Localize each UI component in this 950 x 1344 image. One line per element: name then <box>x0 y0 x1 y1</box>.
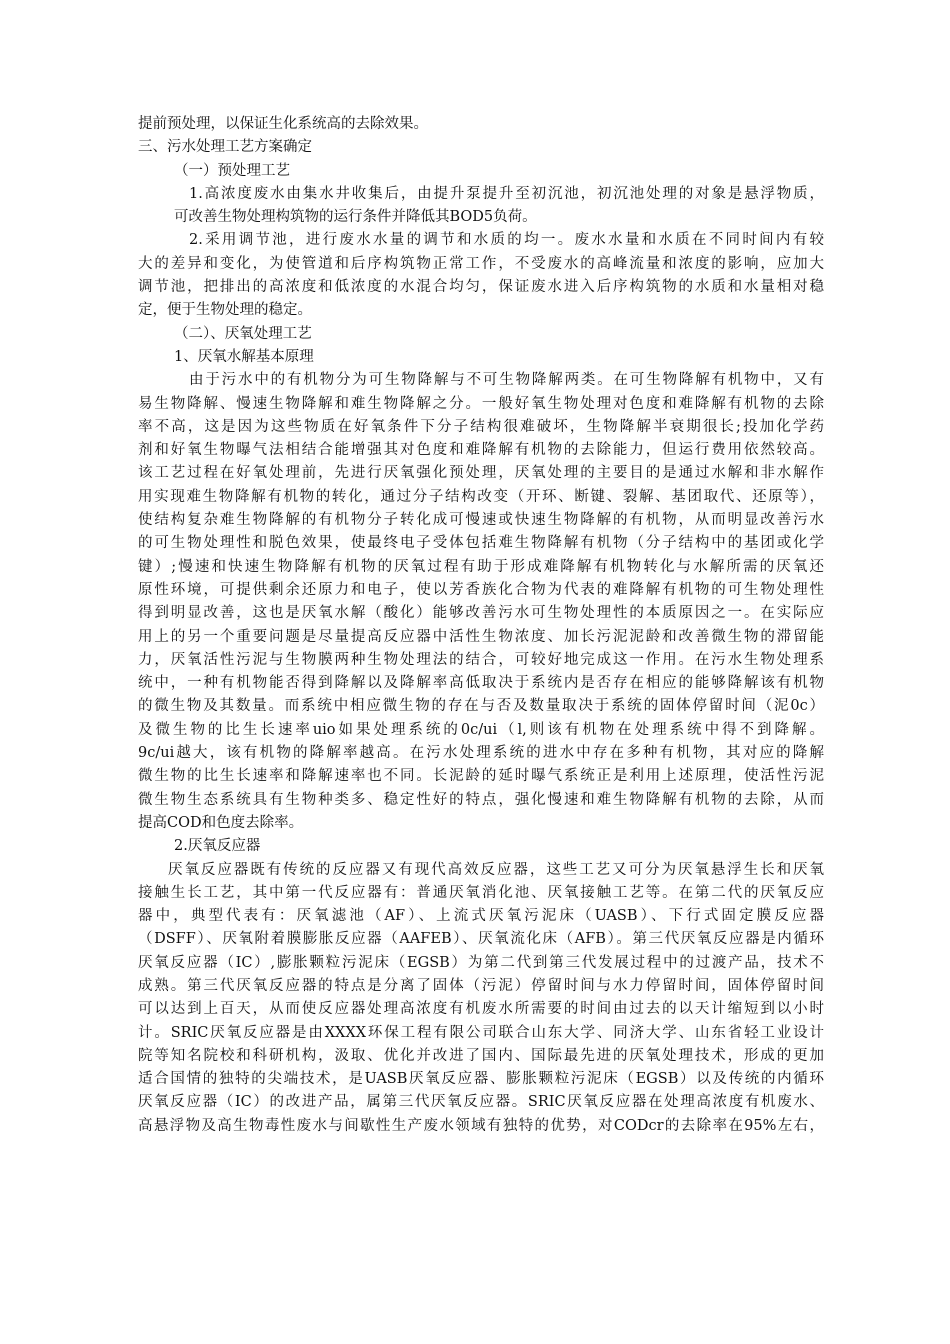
text-line: 2.采用调节池，进行废水水量的调节和水质的均一。废水水量和水质在不同时间内有较 <box>189 232 824 249</box>
text-line: 1.高浓度废水由集水井收集后，由提升泵提升至初沉池，初沉池处理的对象是悬浮物质， <box>189 185 824 202</box>
text-line: 三、污水处理工艺方案确定 <box>138 139 312 156</box>
text-line: 用上的另一个重要问题是尽量提高反应器中活性生物浓度、加长污泥泥龄和改善微生物的滞留能 <box>138 628 824 645</box>
text-line: 及微生物的比生长速率uio如果处理系统的0c/ui（l,则该有机物在处理系统中得不到降解。 <box>138 721 824 738</box>
text-line: 用实现难生物降解有机物的转化，通过分子结构改变（开环、断键、裂解、基团取代、还原等）， <box>138 488 824 505</box>
text-line: 2.厌氧反应器 <box>174 838 261 855</box>
text-line: 计。SRIC厌氧反应器是由XXXX环保工程有限公司联合山东大学、同济大学、山东省轻工业设计 <box>138 1024 824 1041</box>
text-line: 提高COD和色度去除率。 <box>138 814 304 831</box>
text-line: 1、厌氧水解基本原理 <box>174 348 314 365</box>
text-line: 剂和好氧生物曝气法相结合能增强其对色度和难降解有机物的去除能力，但运行费用依然较高。 <box>138 442 824 459</box>
text-line: 院等知名院校和科研机构，汲取、优化并改进了国内、国际最先进的厌氧处理技术，形成的更加 <box>138 1047 824 1064</box>
text-line: 9c/ui越大，该有机物的降解率越高。在污水处理系统的进水中存在多种有机物，其对应的降解 <box>138 745 824 762</box>
text-line: 适合国情的独特的尖端技术，是UASB厌氧反应器、膨胀颗粒污泥床（EGSB）以及传统的内循环 <box>138 1071 824 1088</box>
text-line: 接触生长工艺，其中第一代反应器有：普通厌氧消化池、厌氧接触工艺等。在第二代的厌氧反应 <box>138 884 824 901</box>
text-line: 的微生物及其数量。而系统中相应微生物的存在与否及数量取决于系统的固体停留时间（泥0c） <box>138 698 824 715</box>
text-line: 可以达到上百天，从而使反应器处理高浓度有机废水所需要的时间由过去的以天计缩短到以小时 <box>138 1001 824 1018</box>
text-line: 该工艺过程在好氧处理前，先进行厌氧强化预处理，厌氧处理的主要目的是通过水解和非水解作 <box>138 465 824 482</box>
text-line: （一）预处理工艺 <box>174 162 290 179</box>
text-line: 力，厌氧活性污泥与生物膜两种生物处理法的结合，可较好地完成这一作用。在污水生物处理系 <box>138 651 824 668</box>
text-line: 厌氧反应器（IC）,膨胀颗粒污泥床（EGSB）为第二代到第三代发展过程中的过渡产品，技术不 <box>138 954 824 971</box>
text-line: 器中，典型代表有：厌氧滤池（AF）、上流式厌氧污泥床（UASB）、下行式固定膜反应器 <box>138 908 824 925</box>
text-line: 厌氧反应器既有传统的反应器又有现代高效反应器，这些工艺又可分为厌氧悬浮生长和厌氧 <box>168 861 824 878</box>
text-line: 的可生物处理性和脱色效果，使最终电子受体包括难生物降解有机物（分子结构中的基团或化学 <box>138 535 824 552</box>
text-line: 提前预处理，以保证生化系统高的去除效果。 <box>138 116 428 132</box>
text-line: 使结构复杂难生物降解的有机物分子转化成可慢速或快速生物降解的有机物，从而明显改善污水 <box>138 512 824 529</box>
text-line: 高悬浮物及高生物毒性废水与间歇性生产废水领域有独特的优势，对CODcr的去除率在95%左右， <box>138 1117 824 1134</box>
text-line: 微生物的比生长速率和降解速率也不同。长泥龄的延时曝气系统正是利用上述原理，使活性污泥 <box>138 768 824 785</box>
text-line: （二）、厌氧处理工艺 <box>174 325 312 342</box>
text-line: 键）;慢速和快速生物降解有机物的厌氧过程有助于形成难降解有机物转化与水解所需的厌氧还 <box>138 558 824 575</box>
text-line: 厌氧反应器（IC）的改进产品，属第三代厌氧反应器。SRIC厌氧反应器在处理高浓度有机废水、 <box>138 1094 824 1111</box>
text-line: 调节池，把排出的高浓度和低浓度的水混合均匀，保证废水进入后序构筑物的水质和水量相对稳 <box>138 279 824 296</box>
text-line: 原性环境，可提供剩余还原力和电子，使以芳香族化合物为代表的难降解有机物的可生物处理性 <box>138 581 824 598</box>
text-line: 成熟。第三代厌氧反应器的特点是分离了固体（污泥）停留时间与水力停留时间，固体停留时间 <box>138 977 824 994</box>
text-line: 统中，一种有机物能否得到降解以及降解率高低取决于系统内是否存在相应的能够降解该有机物 <box>138 675 824 692</box>
text-line: 率不高，这是因为这些物质在好氧条件下分子结构很难破坏，生物降解半衰期很长;投加化学药 <box>138 418 824 435</box>
text-line: 得到明显改善，这也是厌氧水解（酸化）能够改善污水可生物处理性的本质原因之一。在实际应 <box>138 605 824 622</box>
text-line: 定，便于生物处理的稳定。 <box>138 302 312 319</box>
text-line: 可改善生物处理构筑物的运行条件并降低其BOD5负荷。 <box>174 209 537 226</box>
text-line: 微生物生态系统具有生物种类多、稳定性好的特点，强化慢速和难生物降解有机物的去除，从而 <box>138 791 824 808</box>
text-line: 易生物降解、慢速生物降解和难生物降解之分。一般好氧生物处理对色度和难降解有机物的去除 <box>138 395 824 412</box>
document-body <box>138 113 824 1138</box>
text-line: 大的差异和变化，为使管道和后序构筑物正常工作，不受废水的高峰流量和浓度的影响，应加大 <box>138 255 824 272</box>
text-line: （DSFF）、厌氧附着膜膨胀反应器（AAFEB）、厌氧流化床（AFB）。第三代厌氧反应器是内循环 <box>138 931 824 948</box>
text-line: 由于污水中的有机物分为可生物降解与不可生物降解两类。在可生物降解有机物中，又有 <box>189 372 824 389</box>
